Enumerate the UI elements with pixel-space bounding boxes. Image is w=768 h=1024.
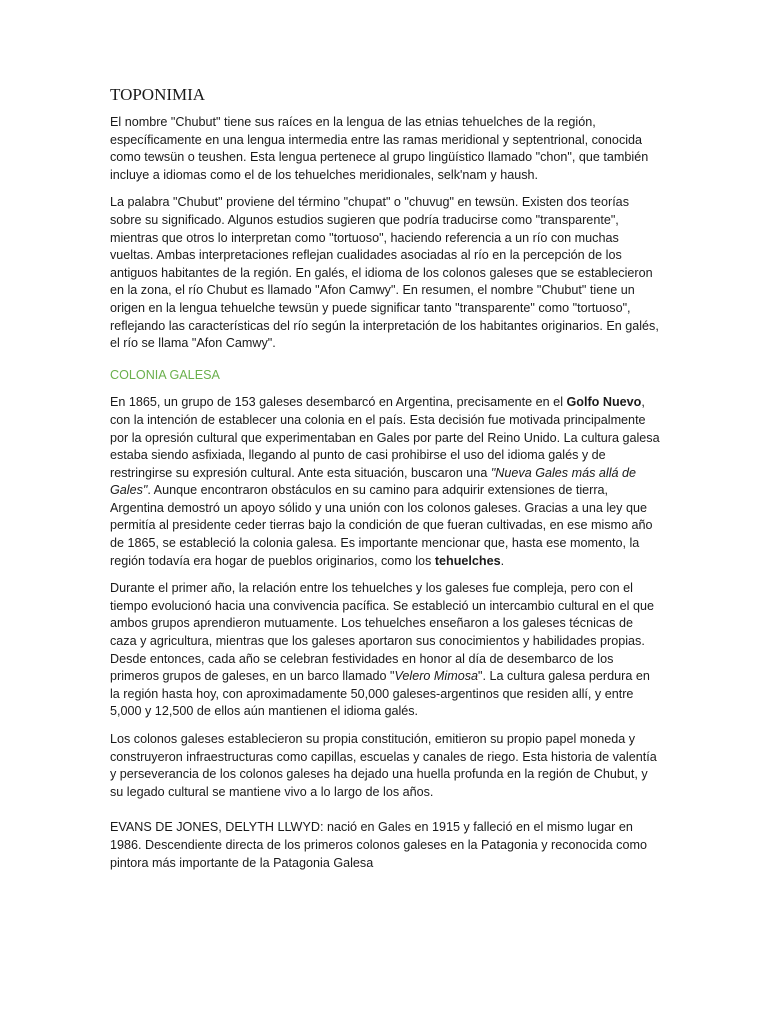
colonia-p1-bold-tehuelches: tehuelches	[434, 553, 501, 568]
colonia-paragraph-2	[110, 580, 660, 721]
colonia-p1-text-a: En 1865, un grupo de 153 galeses desembarcó en Argentina, precisamente en el	[110, 395, 567, 410]
section-heading-colonia-galesa: COLONIA GALESA	[110, 367, 220, 382]
colonia-p2-text-a: Durante el primer año, la relación entre los tehuelches y los galeses fue compleja, pero con el tiempo evolucionó hacia una convivencia pacífica. Se estableció un intercambio cultural en el que ambos grupos aprendieron mutuamente. Los tehuelches enseñaron a los galeses técnicas de caza y agricultura, mientras que los galeses aportaron sus conocimientos y habilidades propias. Desde entonces, cada año se celebran festividades en honor al día de desembarco de los primeros grupos de galeses, en un barco llamado "	[110, 581, 654, 684]
colonia-p1-text-g: .	[500, 553, 505, 568]
colonia-p2-text-c: ". La cultura galesa perdura en la región hasta hoy, con aproximadamente 50,000 galeses-argentinos que residen allí, y entre 5,000 y 12,500 de ellos aún mantienen el idioma galés.	[110, 669, 650, 719]
colonia-p1-bold-golfo-nuevo: Golfo Nuevo	[566, 395, 642, 410]
toponimia-paragraph-2: La palabra "Chubut" proviene del término "chupat" o "chuvug" en tewsün. Existen dos teorías sobre su significado. Algunos estudios sugieren que podría traducirse como "transparente", mientras que otros lo interpretan como "tortuoso", haciendo referencia a un río con muchas vueltas. Ambas interpretaciones reflejan cualidades asociadas al río en la percepción de los antiguos habitantes de la región. En galés, el idioma de los colonos galeses que se establecieron en la zona, el río Chubut es llamado "Afon Camwy". En resumen, el nombre "Chubut" tiene un origen en la lengua tehuelche tewsün y puede significar tanto "transparente" como "tortuoso", reflejando las características del río según la interpretación de los habitantes originarios. En galés, el río se llama "Afon Camwy".	[110, 195, 659, 351]
colonia-p2-italic-velero-mimosa: Velero Mimosa	[394, 669, 479, 684]
colonia-paragraph-3: Los colonos galeses establecieron su propia constitución, emitieron su propio papel moneda y construyeron infraestructuras como capillas, escuelas y canales de riego. Esta historia de valentía y perseverancia de los colonos galeses ha dejado una huella profunda en la región de Chubut, y su legado cultural se mantiene vivo a lo largo de los años.	[110, 732, 657, 799]
toponimia-paragraph-1: El nombre "Chubut" tiene sus raíces en la lengua de las etnias tehuelches de la región, específicamente en una lengua intermedia entre las ramas meridional y septentrional, conocida como tewsün o teushen. Esta lengua pertenece al grupo lingüístico llamado "chon", que también incluye a idiomas como el de los tehuelches meridionales, selk'nam y haush.	[110, 115, 649, 182]
section-title-toponimia: TOPONIMIA	[110, 85, 206, 104]
colonia-p1-text-c: , con la intención de establecer una colonia en el país. Esta decisión fue motivada principalmente por la opresión cultural que experimentaban en Gales por parte del Reino Unido. La cultura galesa estaba siendo asfixiada, llegando al punto de casi prohibirse el uso del idioma galés y de restringirse su expresión cultural. Ante esta situación, buscaron una	[110, 395, 660, 480]
colonia-p1-text-e: . Aunque encontraron obstáculos en su camino para adquirir extensiones de tierra, Argentina demostró un apoyo sólido y una unión con los colonos galeses. Gracias a una ley que permitía al presidente ceder tierras bajo la condición de que fueran cultivadas, en ese mismo año de 1865, se estableció la colonia galesa. Es importante mencionar que, hasta ese momento, la región todavía era hogar de pueblos originarios, como los	[110, 483, 653, 568]
document-page	[110, 84, 660, 882]
colonia-paragraph-1	[110, 394, 660, 570]
author-paragraph: EVANS DE JONES, DELYTH LLWYD: nació en Gales en 1915 y falleció en el mismo lugar en 1986. Descendiente directa de los primeros colonos galeses en la Patagonia y reconocida como pintora más importante de la Patagonia Galesa	[110, 820, 647, 870]
colonia-p1-italic-nueva-gales: "Nueva Gales más allá de Gales"	[110, 465, 637, 498]
